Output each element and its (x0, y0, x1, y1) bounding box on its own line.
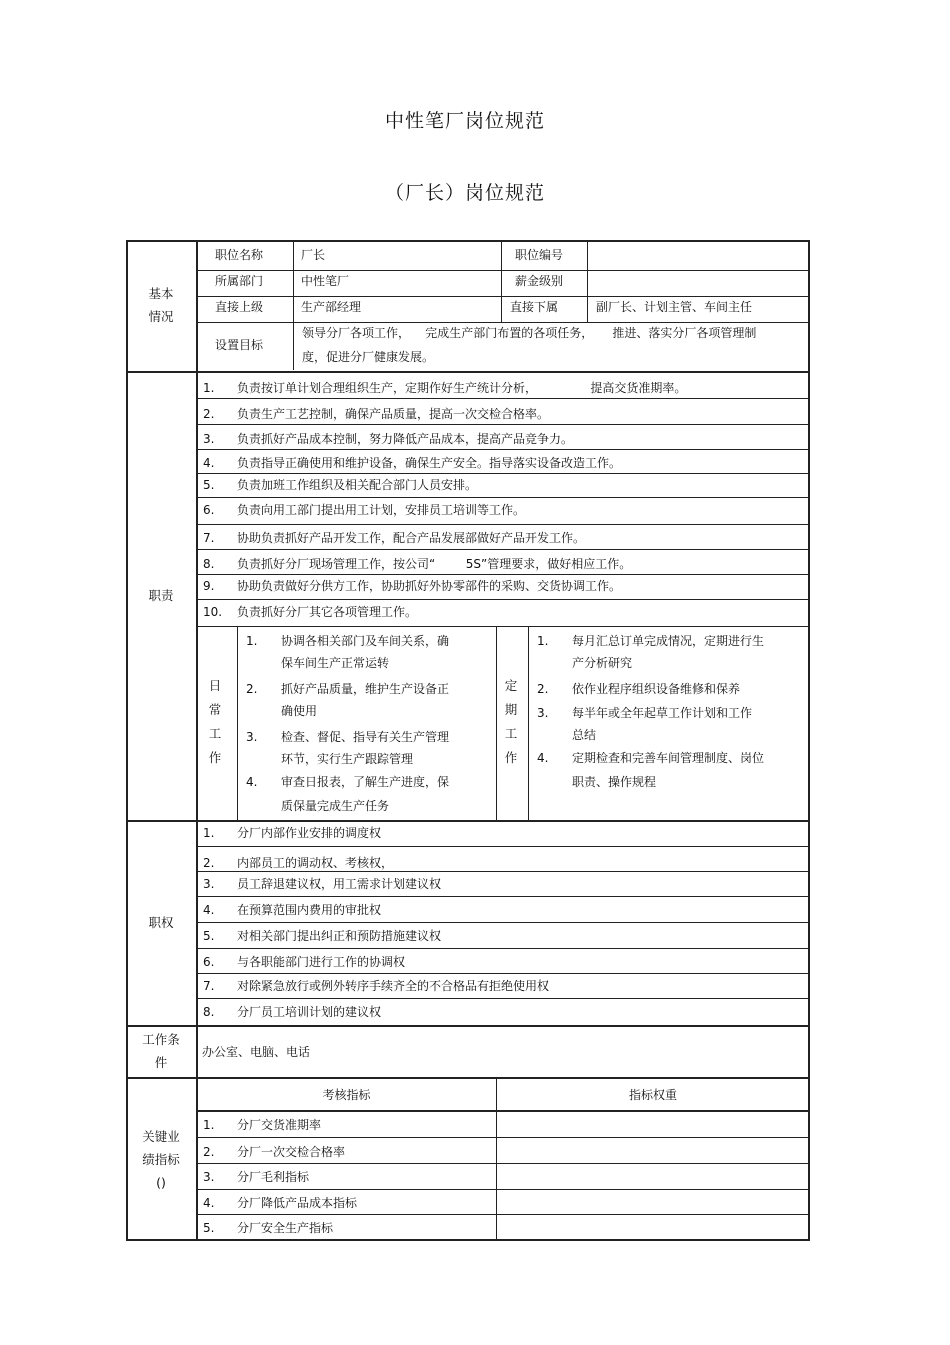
divider (197, 948, 809, 949)
duty-number: 4. (203, 456, 215, 470)
divider (197, 626, 809, 627)
divider (197, 846, 809, 847)
position-name-label: 职位名称 (215, 248, 264, 262)
divider (501, 241, 502, 322)
superior-value: 生产部经理 (301, 300, 362, 314)
authority-number: 7. (203, 979, 215, 993)
document-title: 中性笔厂岗位规范 (384, 110, 545, 132)
periodic-text: 产分析研究 (572, 656, 633, 670)
superior-label: 直接上级 (215, 300, 264, 314)
section-label-basic: 基本 情况 (148, 286, 174, 324)
periodic-number: 2. (537, 682, 549, 696)
divider (197, 896, 809, 897)
section-divider (127, 371, 809, 373)
section-label-authority: 职权 (148, 915, 174, 930)
authority-text: 分厂内部作业安排的调度权 (237, 826, 382, 840)
kpi-number: 2. (203, 1145, 215, 1159)
periodic-text: 依作业程序组织设备维修和保养 (572, 682, 741, 696)
periodic-number: 3. (537, 706, 549, 720)
subordinate-label: 直接下属 (510, 300, 559, 314)
daily-text: 抓好产品质量，维护生产设备正 (281, 682, 450, 696)
duty-number: 2. (203, 407, 215, 421)
kpi-number: 1. (203, 1118, 215, 1132)
goal-text-line2: 度，促进分厂健康发展。 (302, 350, 435, 364)
divider (293, 296, 294, 322)
divider (587, 241, 588, 322)
daily-number: 3. (246, 730, 258, 744)
duty-text: 负责抓好产品成本控制，努力降低产品成本，提高产品竞争力。 (237, 432, 574, 446)
duty-number: 9. (203, 579, 215, 593)
authority-text: 与各职能部门进行工作的协调权 (237, 955, 406, 969)
kpi-header-weight: 指标权重 (628, 1088, 677, 1102)
authority-number: 6. (203, 955, 215, 969)
authority-text: 在预算范围内费用的审批权 (237, 903, 382, 917)
duty-number: 1. (203, 381, 215, 395)
department-label: 所属部门 (215, 274, 264, 288)
daily-number: 4. (246, 775, 258, 789)
subordinate-value: 副厂长、计划主管、车间主任 (596, 300, 753, 314)
divider (197, 296, 809, 297)
periodic-text: 职责、操作规程 (572, 775, 657, 789)
divider (197, 871, 809, 872)
divider (197, 1110, 809, 1112)
duty-text: 负责生产工艺控制，确保产品质量，提高一次交检合格率。 (237, 407, 550, 421)
goal-label: 设置目标 (215, 338, 264, 352)
authority-number: 3. (203, 877, 215, 891)
daily-number: 1. (246, 634, 258, 648)
kpi-header-indicator: 考核指标 (322, 1088, 371, 1102)
salary-label: 薪金级别 (515, 274, 564, 288)
authority-text: 内部员工的调动权、考核权， (237, 856, 394, 870)
authority-number: 8. (203, 1005, 215, 1019)
kpi-text: 分厂毛利指标 (237, 1170, 310, 1184)
department-value: 中性笔厂 (301, 274, 350, 288)
divider (197, 322, 809, 323)
periodic-number: 1. (537, 634, 549, 648)
daily-text: 审查日报表，了解生产进度，保 (281, 775, 450, 789)
daily-text: 质保量完成生产任务 (281, 799, 390, 813)
periodic-number: 4. (537, 751, 549, 765)
divider (197, 1163, 809, 1164)
divider (528, 627, 529, 820)
divider (197, 599, 809, 600)
authority-text: 对除紧急放行或例外转序手续齐全的不合格品有拒绝使用权 (237, 979, 550, 993)
section-divider (127, 820, 809, 822)
kpi-number: 5. (203, 1221, 215, 1235)
duty-number: 7. (203, 531, 215, 545)
authority-text: 员工辞退建议权，用工需求计划建议权 (237, 877, 442, 891)
section-label-kpi: 关键业 绩指标 () (142, 1129, 180, 1190)
divider (197, 922, 809, 923)
daily-text: 环节，实行生产跟踪管理 (281, 752, 414, 766)
divider (197, 998, 809, 999)
authority-number: 4. (203, 903, 215, 917)
duty-text: 负责指导正确使用和维护设备，确保生产安全。指导落实设备改造工作。 (237, 456, 622, 470)
daily-text: 协调各相关部门及车间关系，确 (281, 634, 450, 648)
position-code-label: 职位编号 (515, 248, 564, 262)
duty-number: 5. (203, 478, 215, 492)
divider (197, 270, 809, 271)
authority-text: 对相关部门提出纠正和预防措施建议权 (237, 929, 442, 943)
conditions-text: 办公室、电脑、电话 (202, 1045, 311, 1059)
duty-number: 10. (203, 605, 223, 619)
duty-text: 协助负责抓好产品开发工作，配合产品发展部做好产品开发工作。 (237, 531, 586, 545)
duty-text: 协助负责做好分供方工作，协助抓好外协零部件的采购、交货协调工作。 (237, 579, 622, 593)
divider (293, 241, 294, 270)
divider (496, 1078, 497, 1240)
divider (197, 524, 809, 525)
divider (496, 627, 497, 820)
periodic-text: 每半年或全年起草工作计划和工作 (572, 706, 753, 720)
section-divider (127, 1025, 809, 1027)
duty-text: 负责抓好分厂现场管理工作，按公司“ 5S”管理要求，做好相应工作。 (237, 557, 632, 571)
kpi-text: 分厂安全生产指标 (237, 1221, 334, 1235)
divider (197, 424, 809, 425)
position-name-value: 厂长 (301, 248, 326, 262)
kpi-text: 分厂降低产品成本指标 (237, 1196, 358, 1210)
daily-text: 检查、督促、指导有关生产管理 (281, 730, 450, 744)
periodic-text: 总结 (572, 728, 597, 742)
duty-text: 负责加班工作组织及相关配合部门人员安排。 (237, 478, 478, 492)
periodic-text: 定期检查和完善车间管理制度、岗位 (572, 751, 765, 765)
section-divider (127, 1077, 809, 1079)
divider (197, 1137, 809, 1138)
kpi-number: 3. (203, 1170, 215, 1184)
authority-number: 1. (203, 826, 215, 840)
divider (197, 549, 809, 550)
divider (197, 398, 809, 399)
document-subtitle: （厂长）岗位规范 (384, 182, 545, 204)
duty-number: 3. (203, 432, 215, 446)
divider (197, 449, 809, 450)
kpi-text: 分厂交货准期率 (237, 1118, 322, 1132)
divider (197, 1214, 809, 1215)
divider (293, 270, 294, 296)
divider (197, 574, 809, 575)
duty-number: 8. (203, 557, 215, 571)
duty-text: 负责抓好分厂其它各项管理工作。 (237, 605, 418, 619)
periodic-text: 每月汇总订单完成情况，定期进行生 (572, 634, 765, 648)
kpi-number: 4. (203, 1196, 215, 1210)
divider (197, 973, 809, 974)
duty-number: 6. (203, 503, 215, 517)
divider (197, 497, 809, 498)
divider (197, 473, 809, 474)
divider (237, 627, 238, 820)
kpi-text: 分厂一次交检合格率 (237, 1145, 346, 1159)
section-label-duties: 职责 (148, 588, 174, 603)
authority-text: 分厂员工培训计划的建议权 (237, 1005, 382, 1019)
divider (197, 1189, 809, 1190)
duty-text: 负责向用工部门提出用工计划，安排员工培训等工作。 (237, 503, 526, 517)
divider (293, 322, 294, 370)
duty-text: 负责按订单计划合理组织生产，定期作好生产统计分析， 提高交货准期率。 (237, 381, 687, 395)
daily-text: 确使用 (281, 704, 318, 718)
daily-text: 保车间生产正常运转 (281, 656, 390, 670)
section-label-conditions: 工作条 件 (142, 1032, 180, 1070)
daily-number: 2. (246, 682, 258, 696)
authority-number: 5. (203, 929, 215, 943)
authority-number: 2. (203, 856, 215, 870)
goal-text-line1: 领导分厂各项工作， 完成生产部门布置的各项任务， 推进、落实分厂各项管理制 (302, 326, 757, 340)
